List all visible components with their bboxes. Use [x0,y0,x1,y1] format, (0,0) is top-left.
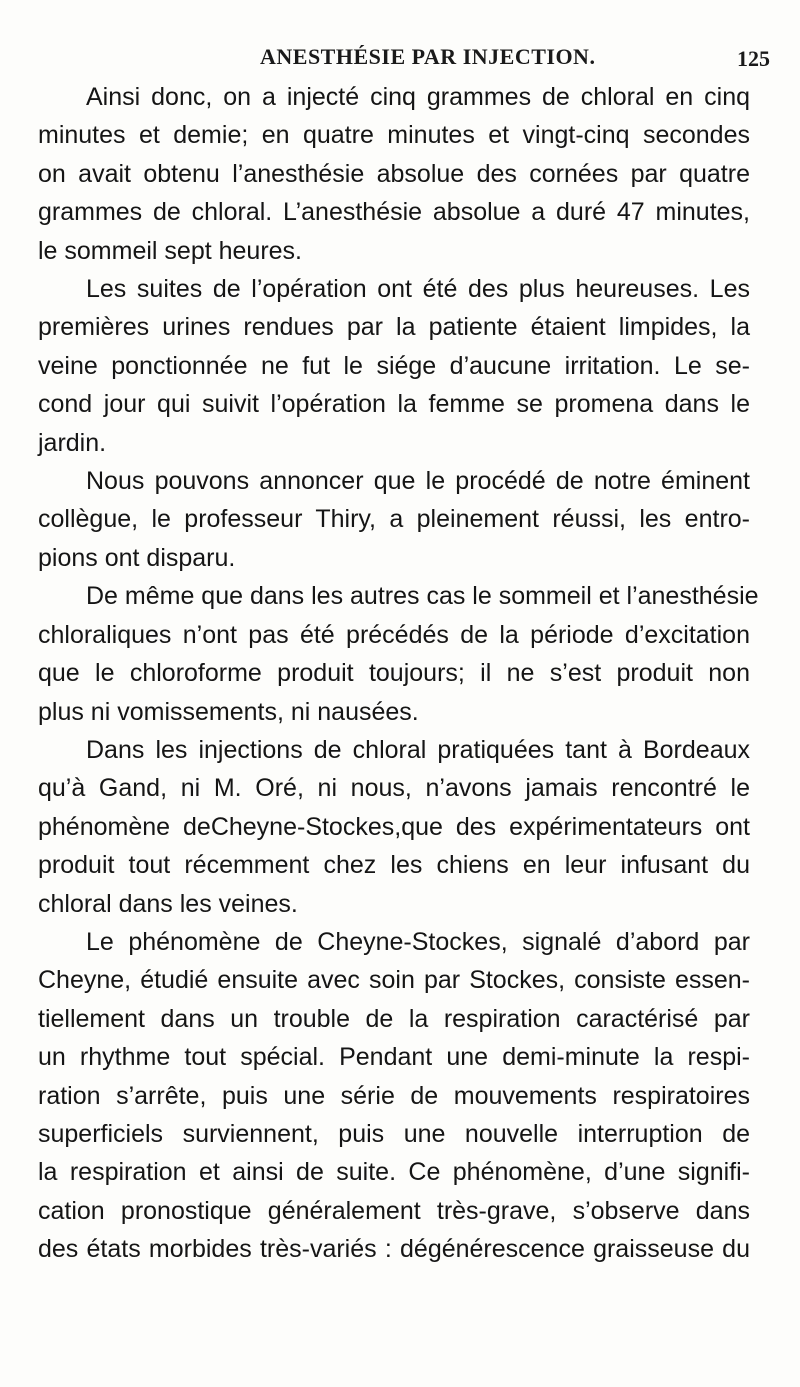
body-text [38,78,759,1269]
text-line: veine ponctionnée ne fut le siége d’aucune irritation. Le se- [38,351,750,380]
running-head: ANESTHÉSIE PAR INJECTION. [260,44,596,69]
text-line: produit tout récemment chez les chiens en leur infusant du [38,851,750,880]
text-line: Ainsi donc, on a injecté cinq grammes de chloral en cinq [86,83,750,111]
text-line: Cheyne, étudié ensuite avec soin par Stockes, consiste essen- [38,966,750,995]
text-line: pions ont disparu. [38,543,236,572]
text-line: le sommeil sept heures. [38,236,303,265]
text-line: phénomène deCheyne-Stockes,que des expérimentateurs ont [38,812,750,841]
page-number: 125 [737,46,770,71]
text-line: grammes de chloral. L’anesthésie absolue a duré 47 minutes, [38,198,750,227]
text-line: ration s’arrête, puis une série de mouvements respiratoires [38,1081,750,1110]
text-line: on avait obtenu l’anesthésie absolue des cornées par quatre [38,159,750,188]
text-line: superficiels surviennent, puis une nouvelle interruption de [38,1119,750,1148]
text-line: cation pronostique généralement très-grave, s’observe dans [38,1196,750,1225]
text-line: chloral dans les veines. [38,889,298,918]
text-line: un rhythme tout spécial. Pendant une demi-minute la respi- [38,1043,750,1072]
text-line: Nous pouvons annoncer que le procédé de notre éminent [86,467,750,496]
text-line: des états morbides très-variés : dégénérescence graisseuse du [38,1235,750,1264]
text-line: De même que dans les autres cas le sommeil et l’anesthésie [86,582,759,611]
text-line: qu’à Gand, ni M. Oré, ni nous, n’avons jamais rencontré le [38,774,750,803]
text-line: collègue, le professeur Thiry, a pleinement réussi, les entro- [38,505,750,534]
text-line: premières urines rendues par la patiente étaient limpides, la [38,313,750,342]
text-line: plus ni vomissements, ni nausées. [38,697,419,726]
text-line: Dans les injections de chloral pratiquées tant à Bordeaux [86,735,750,764]
text-line: minutes et demie; en quatre minutes et vingt-cinq secondes [38,121,750,150]
text-line: Les suites de l’opération ont été des plus heureuses. Les [86,275,750,304]
text-line: Le phénomène de Cheyne-Stockes, signalé d’abord par [86,927,750,956]
text-line: la respiration et ainsi de suite. Ce phénomène, d’une signifi- [38,1158,750,1187]
text-line: jardin. [38,428,107,457]
text-line: cond jour qui suivit l’opération la femme se promena dans le [38,390,750,419]
text-line: tiellement dans un trouble de la respiration caractérisé par [38,1004,750,1033]
text-line: que le chloroforme produit toujours; il ne s’est produit non [38,659,750,688]
text-line: chloraliques n’ont pas été précédés de la période d’excitation [38,620,750,649]
